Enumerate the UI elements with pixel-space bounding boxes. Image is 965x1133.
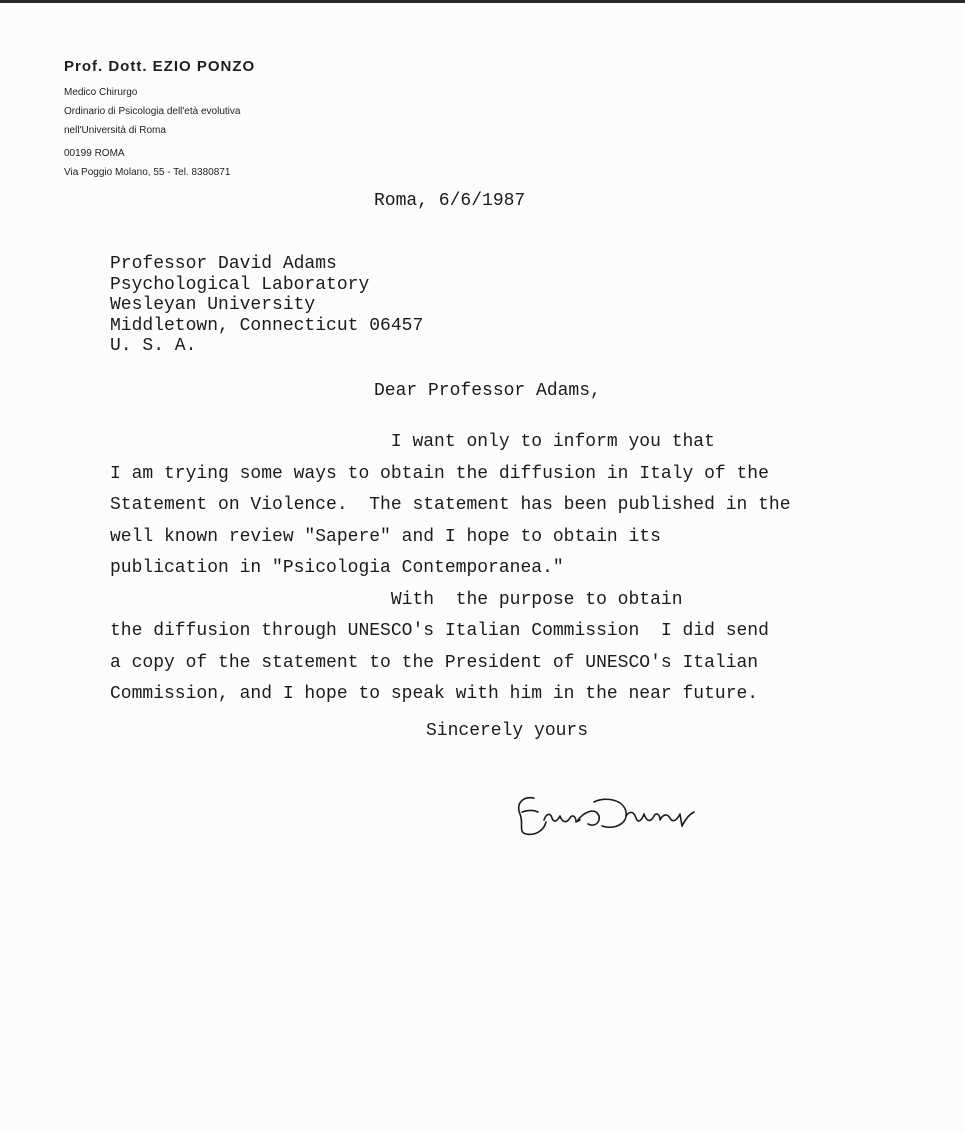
body-line: well known review "Sapere" and I hope to obtain its [110, 526, 661, 547]
body-line: Statement on Violence. The statement has been published in the [110, 495, 791, 515]
address-line: U. S. A. [110, 336, 197, 356]
recipient-address [110, 254, 423, 357]
body-line: I want only to inform you that [110, 432, 715, 452]
salutation: Dear Professor Adams, [374, 381, 601, 401]
bleed-through-text [560, 240, 890, 410]
body-line: publication in "Psicologia Contemporanea." [110, 558, 564, 578]
letterhead-line: nell'Università di Roma [64, 125, 166, 136]
body-line: With the purpose to obtain [110, 589, 683, 610]
top-edge [0, 0, 965, 3]
closing: Sincerely yours [426, 721, 589, 741]
body-line: the diffusion through UNESCO's Italian Commission I did send [110, 621, 769, 641]
address-line: Psychological Laboratory [110, 274, 370, 295]
letter-date: Roma, 6/6/1987 [374, 191, 526, 211]
address-line: Professor David Adams [110, 254, 337, 274]
address-line: Middletown, Connecticut 06457 [110, 315, 424, 336]
body-line: a copy of the statement to the President of UNESCO's Italian [110, 652, 759, 673]
letterhead-line: Medico Chirurgo [64, 87, 138, 98]
letterhead-line: Ordinario di Psicologia dell'età evolutiva [64, 106, 241, 117]
letterhead-line: 00199 ROMA [64, 148, 125, 159]
letterhead-name: Prof. Dott. EZIO PONZO [64, 58, 256, 75]
body-line: Commission, and I hope to speak with him in the near future. [110, 684, 759, 704]
address-line: Wesleyan University [110, 295, 316, 315]
handwritten-signature [514, 790, 714, 845]
letterhead [64, 58, 255, 182]
letter-body [110, 427, 930, 711]
letterhead-line: Via Poggio Molano, 55 - Tel. 8380871 [64, 167, 231, 178]
body-line: I am trying some ways to obtain the diffusion in Italy of the [110, 463, 769, 484]
